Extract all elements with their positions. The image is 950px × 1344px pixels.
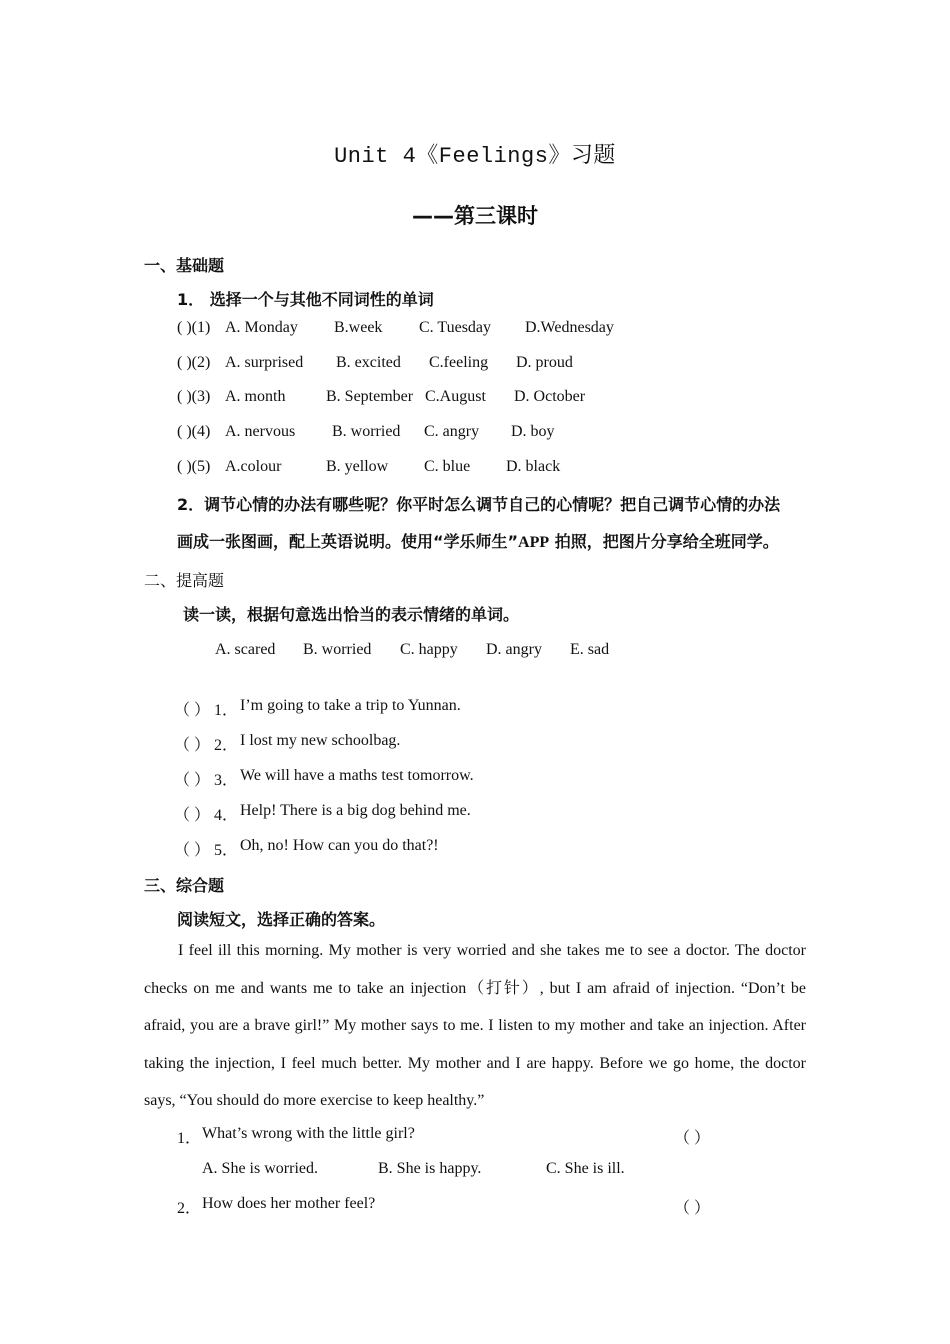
section2-heading: 二、提高题	[144, 571, 225, 590]
choice-row-1	[177, 319, 817, 341]
choice-a: A. surprised	[225, 354, 304, 371]
option-e: E. sad	[570, 641, 610, 658]
section1-heading: 一、基础题	[144, 256, 225, 275]
question-text: We will have a maths test tomorrow.	[240, 767, 474, 784]
section2-options	[215, 641, 635, 663]
choice-b: B. yellow	[326, 458, 389, 475]
choice-b: B. September	[326, 388, 414, 405]
reading-passage	[144, 932, 806, 1120]
question-number: 3．	[214, 772, 239, 789]
choice-d: D. October	[514, 388, 586, 405]
choice-d: D. proud	[516, 354, 573, 371]
choice-row-4	[177, 423, 817, 445]
section2-question-2	[174, 732, 674, 754]
section2-question-5	[174, 837, 674, 859]
choice-b: B. worried	[332, 423, 401, 440]
section2-instruction: 读一读，根据句意选出恰当的表示情绪的单词。	[183, 605, 520, 624]
choice-row-5	[177, 458, 817, 480]
section2-question-3	[174, 767, 674, 789]
choice-d: D.Wednesday	[525, 319, 614, 336]
choice-a: A.colour	[225, 458, 282, 475]
q2-text-post: 拍照，把图片分享给全班同学。	[549, 532, 779, 551]
option-b: B. worried	[303, 641, 372, 658]
answer-paren: （ ）	[174, 772, 211, 789]
section1-q2-line2	[177, 523, 779, 561]
question-text: Oh, no! How can you do that?!	[240, 837, 439, 854]
section3-question-1-options	[202, 1160, 702, 1182]
choice-c: C. angry	[424, 423, 480, 440]
choice-number: ( )(1)	[177, 319, 211, 336]
question-text: I lost my new schoolbag.	[240, 732, 401, 749]
question-number: 2．	[177, 1200, 202, 1217]
choice-number: ( )(3)	[177, 388, 211, 405]
option-a: A. scared	[215, 641, 276, 658]
section2-question-1	[174, 697, 674, 719]
choice-c: C. Tuesday	[419, 319, 492, 336]
choice-c: C. blue	[424, 458, 471, 475]
choice-c: C.August	[425, 388, 486, 405]
option-c: C. She is ill.	[546, 1160, 625, 1177]
section1-q2-line1: 2．调节心情的办法有哪些呢？你平时怎么调节自己的心情呢？把自己调节心情的办法	[177, 495, 781, 514]
document-subtitle: ——第三课时	[412, 204, 538, 228]
question-number: 1．	[177, 1130, 202, 1147]
question-number: 1．	[214, 702, 239, 719]
section1-q1-title: 1． 选择一个与其他不同词性的单词	[177, 290, 434, 309]
question-text: Help! There is a big dog behind me.	[240, 802, 471, 819]
section3-question-1	[177, 1125, 737, 1147]
section2-question-4	[174, 802, 674, 824]
choice-row-2	[177, 354, 817, 376]
question-number: 4．	[214, 807, 239, 824]
choice-row-3	[177, 388, 817, 410]
option-b: B. She is happy.	[378, 1160, 482, 1177]
choice-number: ( )(4)	[177, 423, 211, 440]
section3-question-2	[177, 1195, 737, 1217]
choice-number: ( )(5)	[177, 458, 211, 475]
q2-text-pre: 画成一张图画，配上英语说明。使用“学乐师生”	[177, 532, 519, 551]
choice-b: B.week	[334, 319, 383, 336]
choice-a: A. nervous	[225, 423, 296, 440]
choice-c: C.feeling	[429, 354, 489, 371]
q2-app-name: APP	[518, 534, 550, 551]
section3-heading: 三、综合题	[144, 876, 225, 895]
choice-a: A. month	[225, 388, 286, 405]
section3-instruction: 阅读短文，选择正确的答案。	[177, 910, 386, 929]
option-a: A. She is worried.	[202, 1160, 318, 1177]
choice-b: B. excited	[336, 354, 401, 371]
passage-text: I feel ill this morning. My mother is very worried and she takes me to see a doctor. The doctor checks on me and wants me to take an injection（打针）, but I am afraid of injection. “Don’t be afraid, you are a brave girl!” My mother says to me. I listen to my mother and take an injection. After taking the injection, I feel much better. My mother and I are happy. Before we go home, the doctor says, “You should do more exercise to keep healthy.”	[144, 942, 806, 1109]
question-text: What’s wrong with the little girl?	[202, 1125, 415, 1142]
question-number: 5．	[214, 842, 239, 859]
option-c: C. happy	[400, 641, 458, 658]
answer-paren: （ ）	[174, 842, 211, 859]
option-d: D. angry	[486, 641, 542, 658]
answer-paren: （ ）	[674, 1130, 711, 1147]
question-text: I’m going to take a trip to Yunnan.	[240, 697, 461, 714]
choice-number: ( )(2)	[177, 354, 211, 371]
question-text: How does her mother feel?	[202, 1195, 376, 1212]
answer-paren: （ ）	[674, 1200, 711, 1217]
answer-paren: （ ）	[174, 737, 211, 754]
choice-a: A. Monday	[225, 319, 298, 336]
choice-d: D. black	[506, 458, 561, 475]
answer-paren: （ ）	[174, 807, 211, 824]
answer-paren: （ ）	[174, 702, 211, 719]
choice-d: D. boy	[511, 423, 555, 440]
question-number: 2．	[214, 737, 239, 754]
document-title: Unit 4《Feelings》习题	[334, 144, 616, 169]
